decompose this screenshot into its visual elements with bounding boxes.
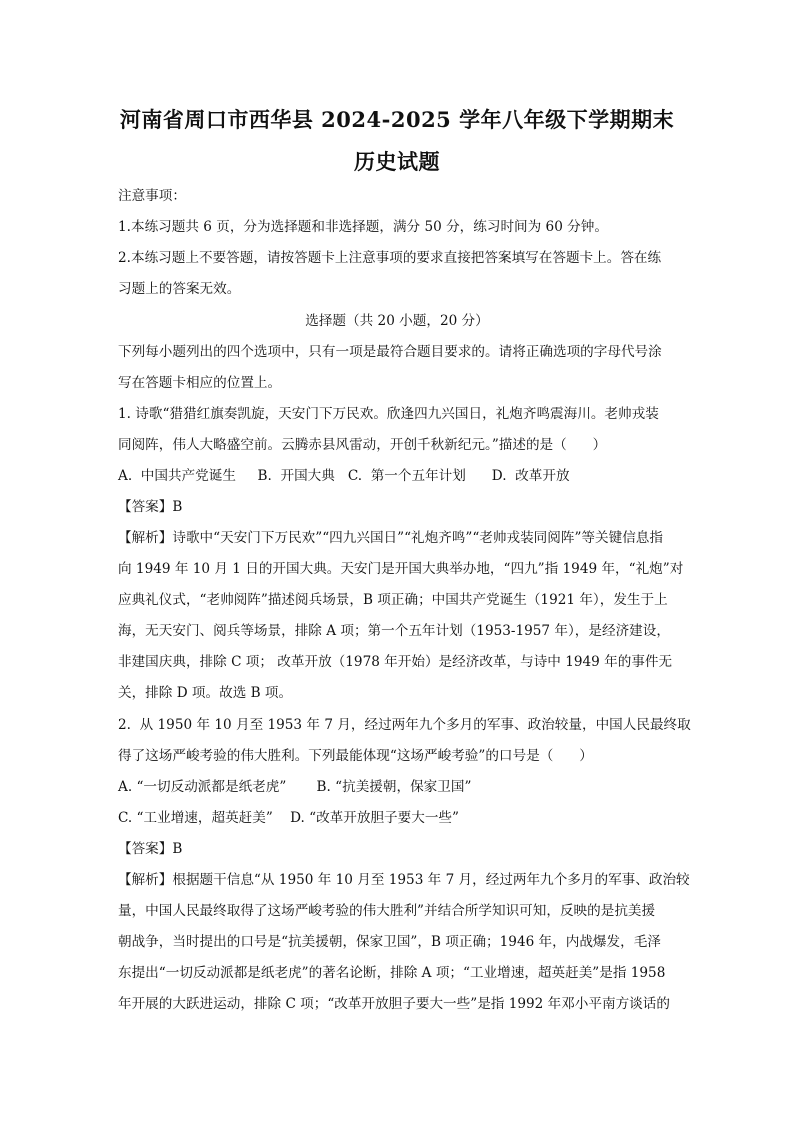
q1-analysis-line: 应典礼仪式，“老帅阅阵”描述阅兵场景，B 项正确；中国共产党诞生（1921 年），发生于上 [118,592,668,608]
q2-analysis-line: 年开展的大跃进运动，排除 C 项；“改革开放胆子要大一些”是指 1992 年邓小平南方谈话的 [118,996,670,1012]
q1-analysis-line: 向 1949 年 10 月 1 日的开国大典。天安门是开国大典举办地，“四九”指 1949 年，“礼炮”对 [118,561,684,577]
q2-stem-line-1: 2. 从 1950 年 10 月至 1953 年 7 月，经过两年九个多月的军事、政治较量，中国人民最终取 [118,717,691,733]
section-instruction-line-2: 写在答题卡相应的位置上。 [118,375,282,391]
q2-analysis-line: 东提出“一切反动派都是纸老虎”的著名论断，排除 A 项；“工业增速，超英赶美”是指 1958 [118,965,666,981]
section-instruction-line-1: 下列每小题列出的四个选项中，只有一项是最符合题目要求的。请将正确选项的字母代号涂 [118,344,662,360]
q1-options: A. 中国共产党诞生 B. 开国大典 C. 第一个五年计划 D. 改革开放 [118,468,570,484]
q1-analysis-line: 海，无天安门、阅兵等场景，排除 A 项；第一个五年计划（1953-1957 年），是经济建设， [118,623,670,639]
q1-stem-line-1: 1. 诗歌“猎猎红旗奏凯旋，天安门下万民欢。欣逢四九兴国日，礼炮齐鸣震海川。老帅戎装 [118,406,659,422]
q2-answer: 【答案】B [118,841,183,857]
q1-stem-line-2: 同阅阵，伟人大略盛空前。云腾赤县风雷动，开创千秋新纪元。”描述的是（ ） [118,437,607,453]
q1-analysis-line: 非建国庆典，排除 C 项； 改革开放（1978 年开始）是经济改革，与诗中 1949 年的事件无 [118,654,673,670]
q1-analysis-line: 关，排除 D 项。故选 B 项。 [118,685,293,701]
q1-answer: 【答案】B [118,499,183,515]
q2-analysis-line: 朝战争，当时提出的口号是“抗美援朝，保家卫国”，B 项正确；1946 年，内战爆发，毛泽 [118,934,661,950]
q1-analysis-line: 【解析】诗歌中“天安门下万民欢”“四九兴国日”“礼炮齐鸣”“老帅戎装同阅阵”等关键信息指 [118,530,663,546]
exam-title: 河南省周口市西华县 2024-2025 学年八年级下学期期末 [119,107,675,132]
notice-item-1: 1.本练习题共 6 页，分为选择题和非选择题，满分 50 分，练习时间为 60 分钟。 [118,219,608,235]
q2-analysis-line: 量，中国人民最终取得了这场严峻考验的伟大胜利”并结合所学知识可知，反映的是抗美援 [118,903,656,919]
q2-stem-line-2: 得了这场严峻考验的伟大胜利。下列最能体现“这场严峻考验”的口号是（ ） [118,748,593,764]
q2-options-line-1: A. “一切反动派都是纸老虎” B. “抗美援朝，保家卫国” [118,779,472,795]
notice-item-2-line-2: 习题上的答案无效。 [118,281,241,297]
q2-analysis-line: 【解析】根据题干信息“从 1950 年 10 月至 1953 年 7 月，经过两年九个多月的军事、政治较 [118,872,690,888]
exam-subtitle: 历史试题 [354,149,440,174]
notice-heading: 注意事项： [118,188,186,204]
section-heading: 选择题（共 20 小题，20 分） [305,313,489,329]
notice-item-2-line-1: 2.本练习题上不要答题，请按答题卡上注意事项的要求直接把答案填写在答题卡上。答在练 [118,250,662,266]
q2-options-line-2: C. “工业增速，超英赶美” D. “改革开放胆子要大一些” [118,810,459,826]
